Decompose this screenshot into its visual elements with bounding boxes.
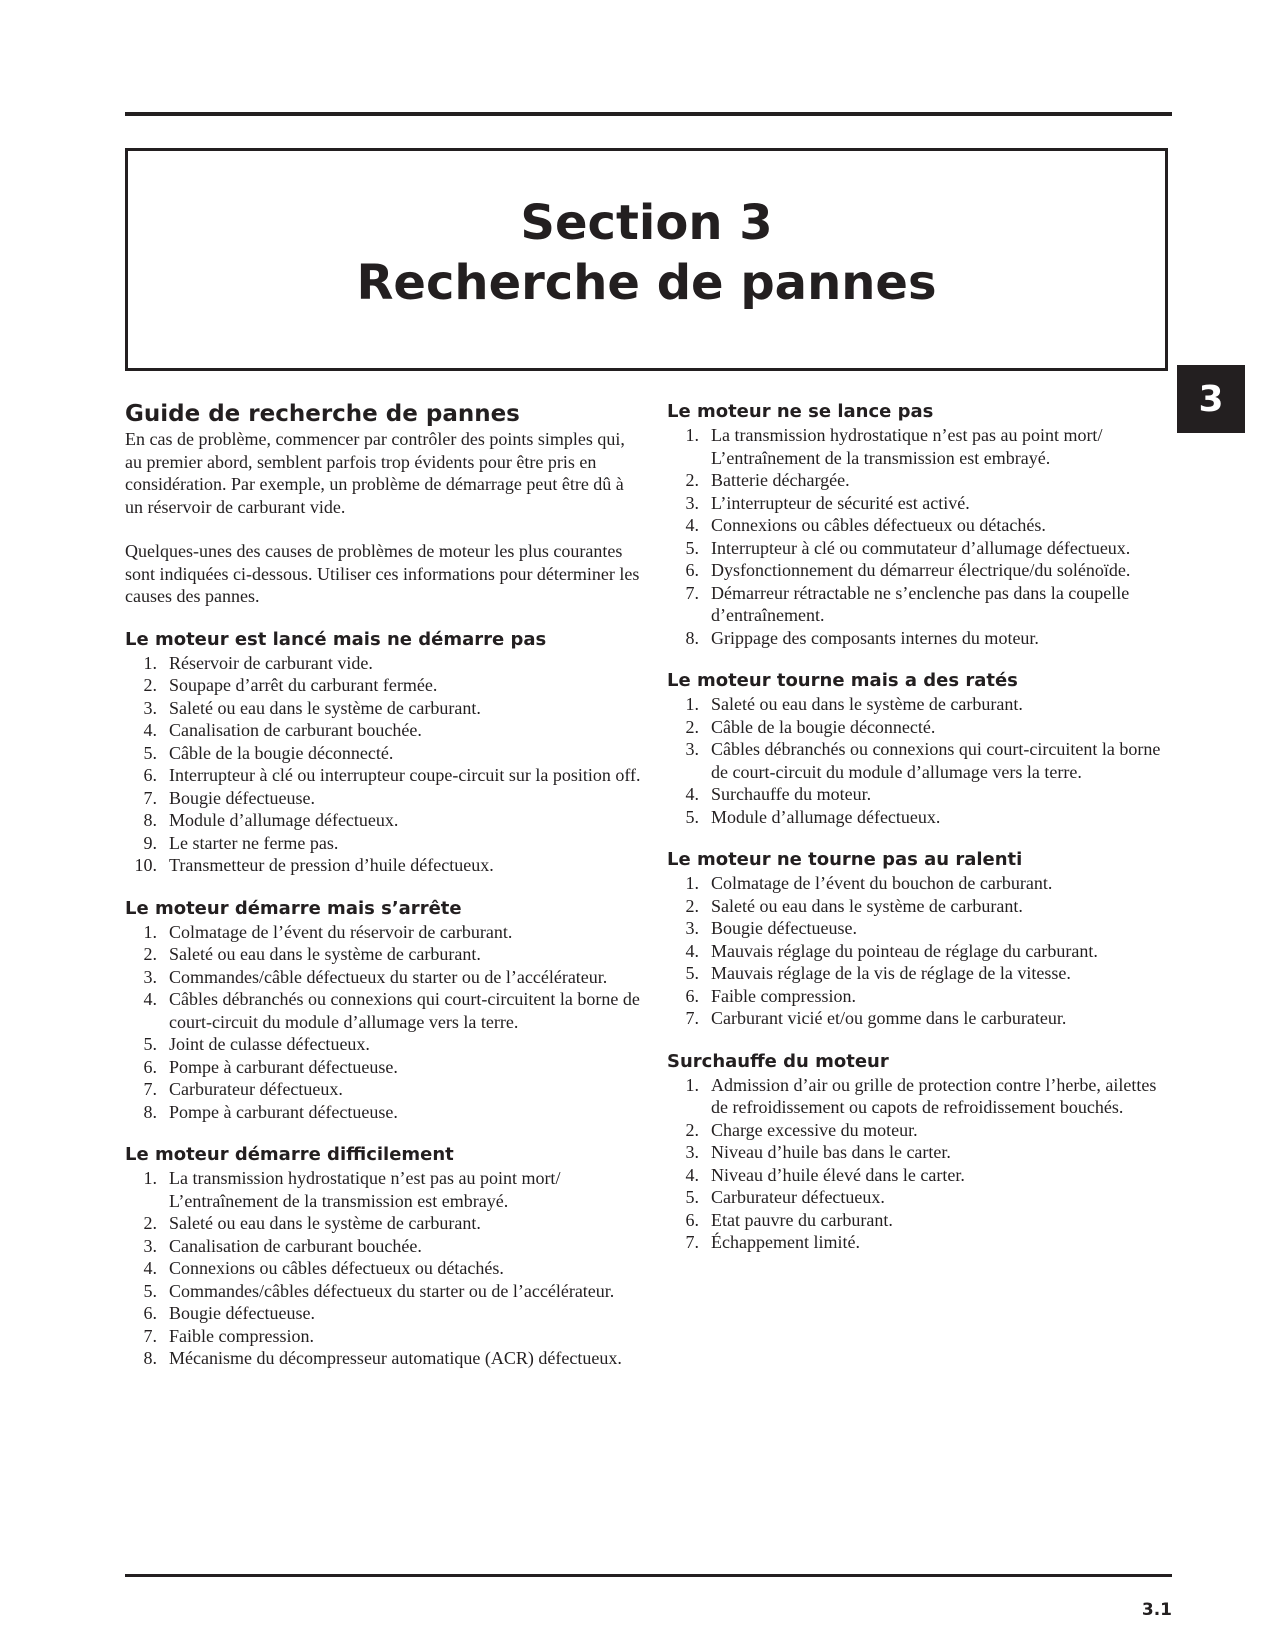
list-item: 1. La transmission hydrostatique n’est pas au point mort/ L’entraînement de la transmission est embrayé.: [685, 425, 1103, 468]
page-number: 3.1: [1141, 1600, 1172, 1620]
list-item-text: Carburateur défectueux.: [169, 1079, 343, 1099]
list-item-text: Connexions ou câbles défectueux ou détachés.: [169, 1258, 504, 1278]
list-item: 4. Connexions ou câbles défectueux ou détachés.: [685, 515, 1046, 535]
list-item-text: Bougie défectueuse.: [169, 787, 315, 808]
left-column: [125, 400, 645, 1370]
bottom-rule: [125, 1574, 1172, 1577]
list-item: 5. Module d’allumage défectueux.: [685, 806, 941, 827]
list-item: 6. Dysfonctionnement du démarreur électrique/du solénoïde.: [685, 560, 1131, 580]
list-item-text: Mauvais réglage de la vis de réglage de la vitesse.: [711, 963, 1071, 983]
list-item: 7. Échappement limité.: [685, 1232, 860, 1252]
list-item-text: La transmission hydrostatique n’est pas au point mort/ L’entraînement de la transmission est embrayé.: [169, 1168, 561, 1211]
cause-list: [125, 652, 645, 877]
list-item: 2. Saleté ou eau dans le système de carburant.: [685, 895, 1023, 916]
list-item-text: Faible compression.: [711, 985, 856, 1006]
list-item-text: Commandes/câble défectueux du starter ou de l’accélérateur.: [169, 966, 608, 987]
list-item: 1. Colmatage de l’évent du réservoir de carburant.: [143, 921, 513, 942]
list-item: 7. Bougie défectueuse.: [143, 787, 315, 808]
list-item: 3. Canalisation de carburant bouchée.: [143, 1235, 422, 1256]
list-item: 1. Colmatage de l’évent du bouchon de carburant.: [685, 873, 1053, 893]
list-item: 2. Câble de la bougie déconnecté.: [685, 716, 936, 737]
list-item: 5. Câble de la bougie déconnecté.: [143, 742, 394, 763]
list-item-text: Pompe à carburant défectueuse.: [169, 1101, 398, 1122]
list-item: 2. Saleté ou eau dans le système de carburant.: [143, 1213, 481, 1233]
list-item: 6. Bougie défectueuse.: [143, 1303, 315, 1323]
guide-heading: Guide de recherche de pannes: [125, 401, 520, 427]
right-column: [667, 400, 1172, 1254]
list-item-text: Canalisation de carburant bouchée.: [169, 720, 422, 740]
list-item-text: Module d’allumage défectueux.: [169, 810, 399, 830]
list-item: 2. Soupape d’arrêt du carburant fermée.: [143, 675, 438, 695]
list-item-text: Commandes/câbles défectueux du starter ou de l’accélérateur.: [169, 1280, 615, 1301]
list-item: 4. Surchauffe du moteur.: [685, 784, 872, 804]
list-item: 5. Commandes/câbles défectueux du starter ou de l’accélérateur.: [143, 1280, 615, 1301]
list-item-text: Saleté ou eau dans le système de carburant.: [169, 944, 481, 964]
list-item: 2. Batterie déchargée.: [685, 470, 850, 490]
list-item: 7. Faible compression.: [143, 1325, 314, 1346]
list-item: 2. Charge excessive du moteur.: [685, 1119, 918, 1140]
list-item-text: Saleté ou eau dans le système de carburant.: [169, 1213, 481, 1233]
list-item-text: Mauvais réglage du pointeau de réglage du carburant.: [711, 940, 1098, 961]
list-item-text: Grippage des composants internes du moteur.: [711, 627, 1039, 648]
intro-paragraph-2: Quelques-unes des causes de problèmes de moteur les plus courantes sont indiquées ci-dessous. Utiliser ces informations pour déterminer les causes des pannes.: [125, 541, 640, 606]
cause-list: [125, 921, 645, 1124]
list-item-text: La transmission hydrostatique n’est pas au point mort/ L’entraînement de la transmission est embrayé.: [711, 425, 1103, 468]
list-item-text: L’interrupteur de sécurité est activé.: [711, 492, 970, 513]
section-label: Section 3: [520, 195, 773, 251]
list-item-text: Module d’allumage défectueux.: [711, 806, 941, 827]
list-item-text: Mécanisme du décompresseur automatique (ACR) défectueux.: [169, 1348, 622, 1368]
section-tab: 3: [1177, 365, 1245, 433]
list-item-text: Interrupteur à clé ou interrupteur coupe-circuit sur la position off.: [169, 765, 641, 785]
list-item: 4. Niveau d’huile élevé dans le carter.: [685, 1164, 965, 1185]
list-item: 3. Niveau d’huile bas dans le carter.: [685, 1142, 951, 1162]
list-item-text: Niveau d’huile élevé dans le carter.: [711, 1164, 965, 1185]
troubleshooting-section: [125, 1143, 645, 1370]
list-item-text: Joint de culasse défectueux.: [169, 1034, 370, 1054]
list-item: 1. Admission d’air ou grille de protection contre l’herbe, ailettes de refroidissement ou capots de refroidissement bouchés.: [685, 1074, 1157, 1117]
list-item-text: Carburateur défectueux.: [711, 1187, 885, 1207]
section-heading: Le moteur ne tourne pas au ralenti: [667, 849, 1023, 870]
list-item-text: Câbles débranchés ou connexions qui court-circuitent la borne de court-circuit du module d’allumage vers la terre.: [169, 989, 640, 1032]
list-item-text: Échappement limité.: [711, 1232, 860, 1252]
list-item: 10. Transmetteur de pression d’huile défectueux.: [134, 855, 494, 875]
list-item-text: Dysfonctionnement du démarreur électrique/du solénoïde.: [711, 560, 1131, 580]
list-item: 1. Réservoir de carburant vide.: [143, 652, 373, 673]
cause-list: [667, 424, 1172, 649]
list-item: 6. Etat pauvre du carburant.: [685, 1209, 893, 1230]
list-item: 1. La transmission hydrostatique n’est pas au point mort/ L’entraînement de la transmission est embrayé.: [143, 1168, 561, 1211]
section-title: Recherche de pannes: [356, 255, 937, 311]
list-item: 5. Joint de culasse défectueux.: [143, 1034, 370, 1054]
list-item-text: Câbles débranchés ou connexions qui court-circuitent la borne de court-circuit du module d’allumage vers la terre.: [711, 739, 1161, 782]
troubleshooting-section: [667, 848, 1172, 1030]
list-item: 4. Câbles débranchés ou connexions qui court-circuitent la borne de court-circuit du module d’allumage vers la terre.: [143, 989, 640, 1032]
list-item-text: Bougie défectueuse.: [169, 1303, 315, 1323]
list-item-text: Interrupteur à clé ou commutateur d’allumage défectueux.: [711, 537, 1131, 558]
list-item: 3. Commandes/câble défectueux du starter ou de l’accélérateur.: [143, 966, 608, 987]
list-item-text: Démarreur rétractable ne s’enclenche pas dans la coupelle d’entraînement.: [711, 582, 1130, 625]
section-heading: Le moteur ne se lance pas: [667, 401, 934, 422]
list-item-text: Faible compression.: [169, 1325, 314, 1346]
troubleshooting-section: [125, 897, 645, 1124]
list-item: 6. Pompe à carburant défectueuse.: [143, 1056, 398, 1077]
section-heading: Le moteur tourne mais a des ratés: [667, 670, 1018, 691]
list-item-text: Bougie défectueuse.: [711, 918, 857, 938]
list-item-text: Saleté ou eau dans le système de carburant.: [169, 697, 481, 718]
list-item: 4. Mauvais réglage du pointeau de réglage du carburant.: [685, 940, 1098, 961]
list-item-text: Etat pauvre du carburant.: [711, 1209, 893, 1230]
list-item: 4. Connexions ou câbles défectueux ou détachés.: [143, 1258, 504, 1278]
list-item-text: Colmatage de l’évent du bouchon de carburant.: [711, 873, 1053, 893]
troubleshooting-section: [125, 628, 645, 877]
list-item-text: Colmatage de l’évent du réservoir de carburant.: [169, 921, 513, 942]
list-item: 8. Grippage des composants internes du moteur.: [685, 627, 1039, 648]
list-item: 5. Interrupteur à clé ou commutateur d’allumage défectueux.: [685, 537, 1131, 558]
list-item: 3. Bougie défectueuse.: [685, 918, 857, 938]
list-item-text: Soupape d’arrêt du carburant fermée.: [169, 675, 438, 695]
list-item: 7. Carburant vicié et/ou gomme dans le carburateur.: [685, 1008, 1067, 1028]
list-item: 5. Carburateur défectueux.: [685, 1187, 885, 1207]
list-item: 3. Câbles débranchés ou connexions qui court-circuitent la borne de court-circuit du module d’allumage vers la terre.: [685, 739, 1161, 782]
list-item: 9. Le starter ne ferme pas.: [143, 832, 339, 853]
cause-list: [667, 872, 1172, 1030]
intro-paragraph-1: En cas de problème, commencer par contrôler des points simples qui, au premier abord, semblent parfois trop évidents pour être pris en considération. Par exemple, un problème de démarrage peut être dû à un réservoir de carburant vide.: [125, 429, 625, 517]
list-item: 4. Canalisation de carburant bouchée.: [143, 720, 422, 740]
list-item-text: Saleté ou eau dans le système de carburant.: [711, 895, 1023, 916]
list-item-text: Câble de la bougie déconnecté.: [711, 716, 936, 737]
list-item: 8. Module d’allumage défectueux.: [143, 810, 399, 830]
cause-list: [125, 1167, 645, 1370]
troubleshooting-section: [667, 1050, 1172, 1254]
section-heading: Le moteur démarre difficilement: [125, 1144, 454, 1165]
list-item-text: Carburant vicié et/ou gomme dans le carburateur.: [711, 1008, 1067, 1028]
list-item-text: Transmetteur de pression d’huile défectueux.: [169, 855, 494, 875]
list-item-text: Niveau d’huile bas dans le carter.: [711, 1142, 951, 1162]
cause-list: [667, 693, 1172, 828]
list-item-text: Le starter ne ferme pas.: [169, 832, 339, 853]
list-item: 7. Carburateur défectueux.: [143, 1079, 343, 1099]
list-item: 6. Interrupteur à clé ou interrupteur coupe-circuit sur la position off.: [143, 765, 641, 785]
section-title-box: [125, 148, 1168, 371]
section-heading: Le moteur démarre mais s’arrête: [125, 897, 462, 919]
section-heading: Le moteur est lancé mais ne démarre pas: [125, 628, 547, 650]
list-item-text: Batterie déchargée.: [711, 470, 850, 490]
list-item-text: Réservoir de carburant vide.: [169, 652, 373, 673]
section-heading: Surchauffe du moteur: [667, 1050, 889, 1072]
troubleshooting-section: [667, 400, 1172, 649]
list-item-text: Canalisation de carburant bouchée.: [169, 1235, 422, 1256]
list-item: 2. Saleté ou eau dans le système de carburant.: [143, 944, 481, 964]
list-item-text: Connexions ou câbles défectueux ou détachés.: [711, 515, 1046, 535]
list-item-text: Surchauffe du moteur.: [711, 784, 872, 804]
list-item: 3. Saleté ou eau dans le système de carburant.: [143, 697, 481, 718]
list-item: 5. Mauvais réglage de la vis de réglage de la vitesse.: [685, 963, 1071, 983]
top-rule: [125, 112, 1172, 116]
list-item: 7. Démarreur rétractable ne s’enclenche pas dans la coupelle d’entraînement.: [685, 582, 1130, 625]
cause-list: [667, 1074, 1172, 1254]
list-item: 8. Pompe à carburant défectueuse.: [143, 1101, 398, 1122]
list-item: 1. Saleté ou eau dans le système de carburant.: [685, 694, 1023, 714]
list-item-text: Admission d’air ou grille de protection contre l’herbe, ailettes de refroidissement ou capots de refroidissement bouchés.: [711, 1074, 1157, 1117]
right-troubleshooting-sections: [667, 400, 1172, 1254]
list-item: 8. Mécanisme du décompresseur automatique (ACR) défectueux.: [143, 1348, 622, 1368]
list-item-text: Câble de la bougie déconnecté.: [169, 742, 394, 763]
list-item-text: Pompe à carburant défectueuse.: [169, 1056, 398, 1077]
troubleshooting-section: [667, 669, 1172, 828]
list-item-text: Saleté ou eau dans le système de carburant.: [711, 694, 1023, 714]
list-item: 6. Faible compression.: [685, 985, 856, 1006]
list-item-text: Charge excessive du moteur.: [711, 1119, 918, 1140]
left-troubleshooting-sections: [125, 628, 645, 1370]
list-item: 3. L’interrupteur de sécurité est activé.: [685, 492, 970, 513]
